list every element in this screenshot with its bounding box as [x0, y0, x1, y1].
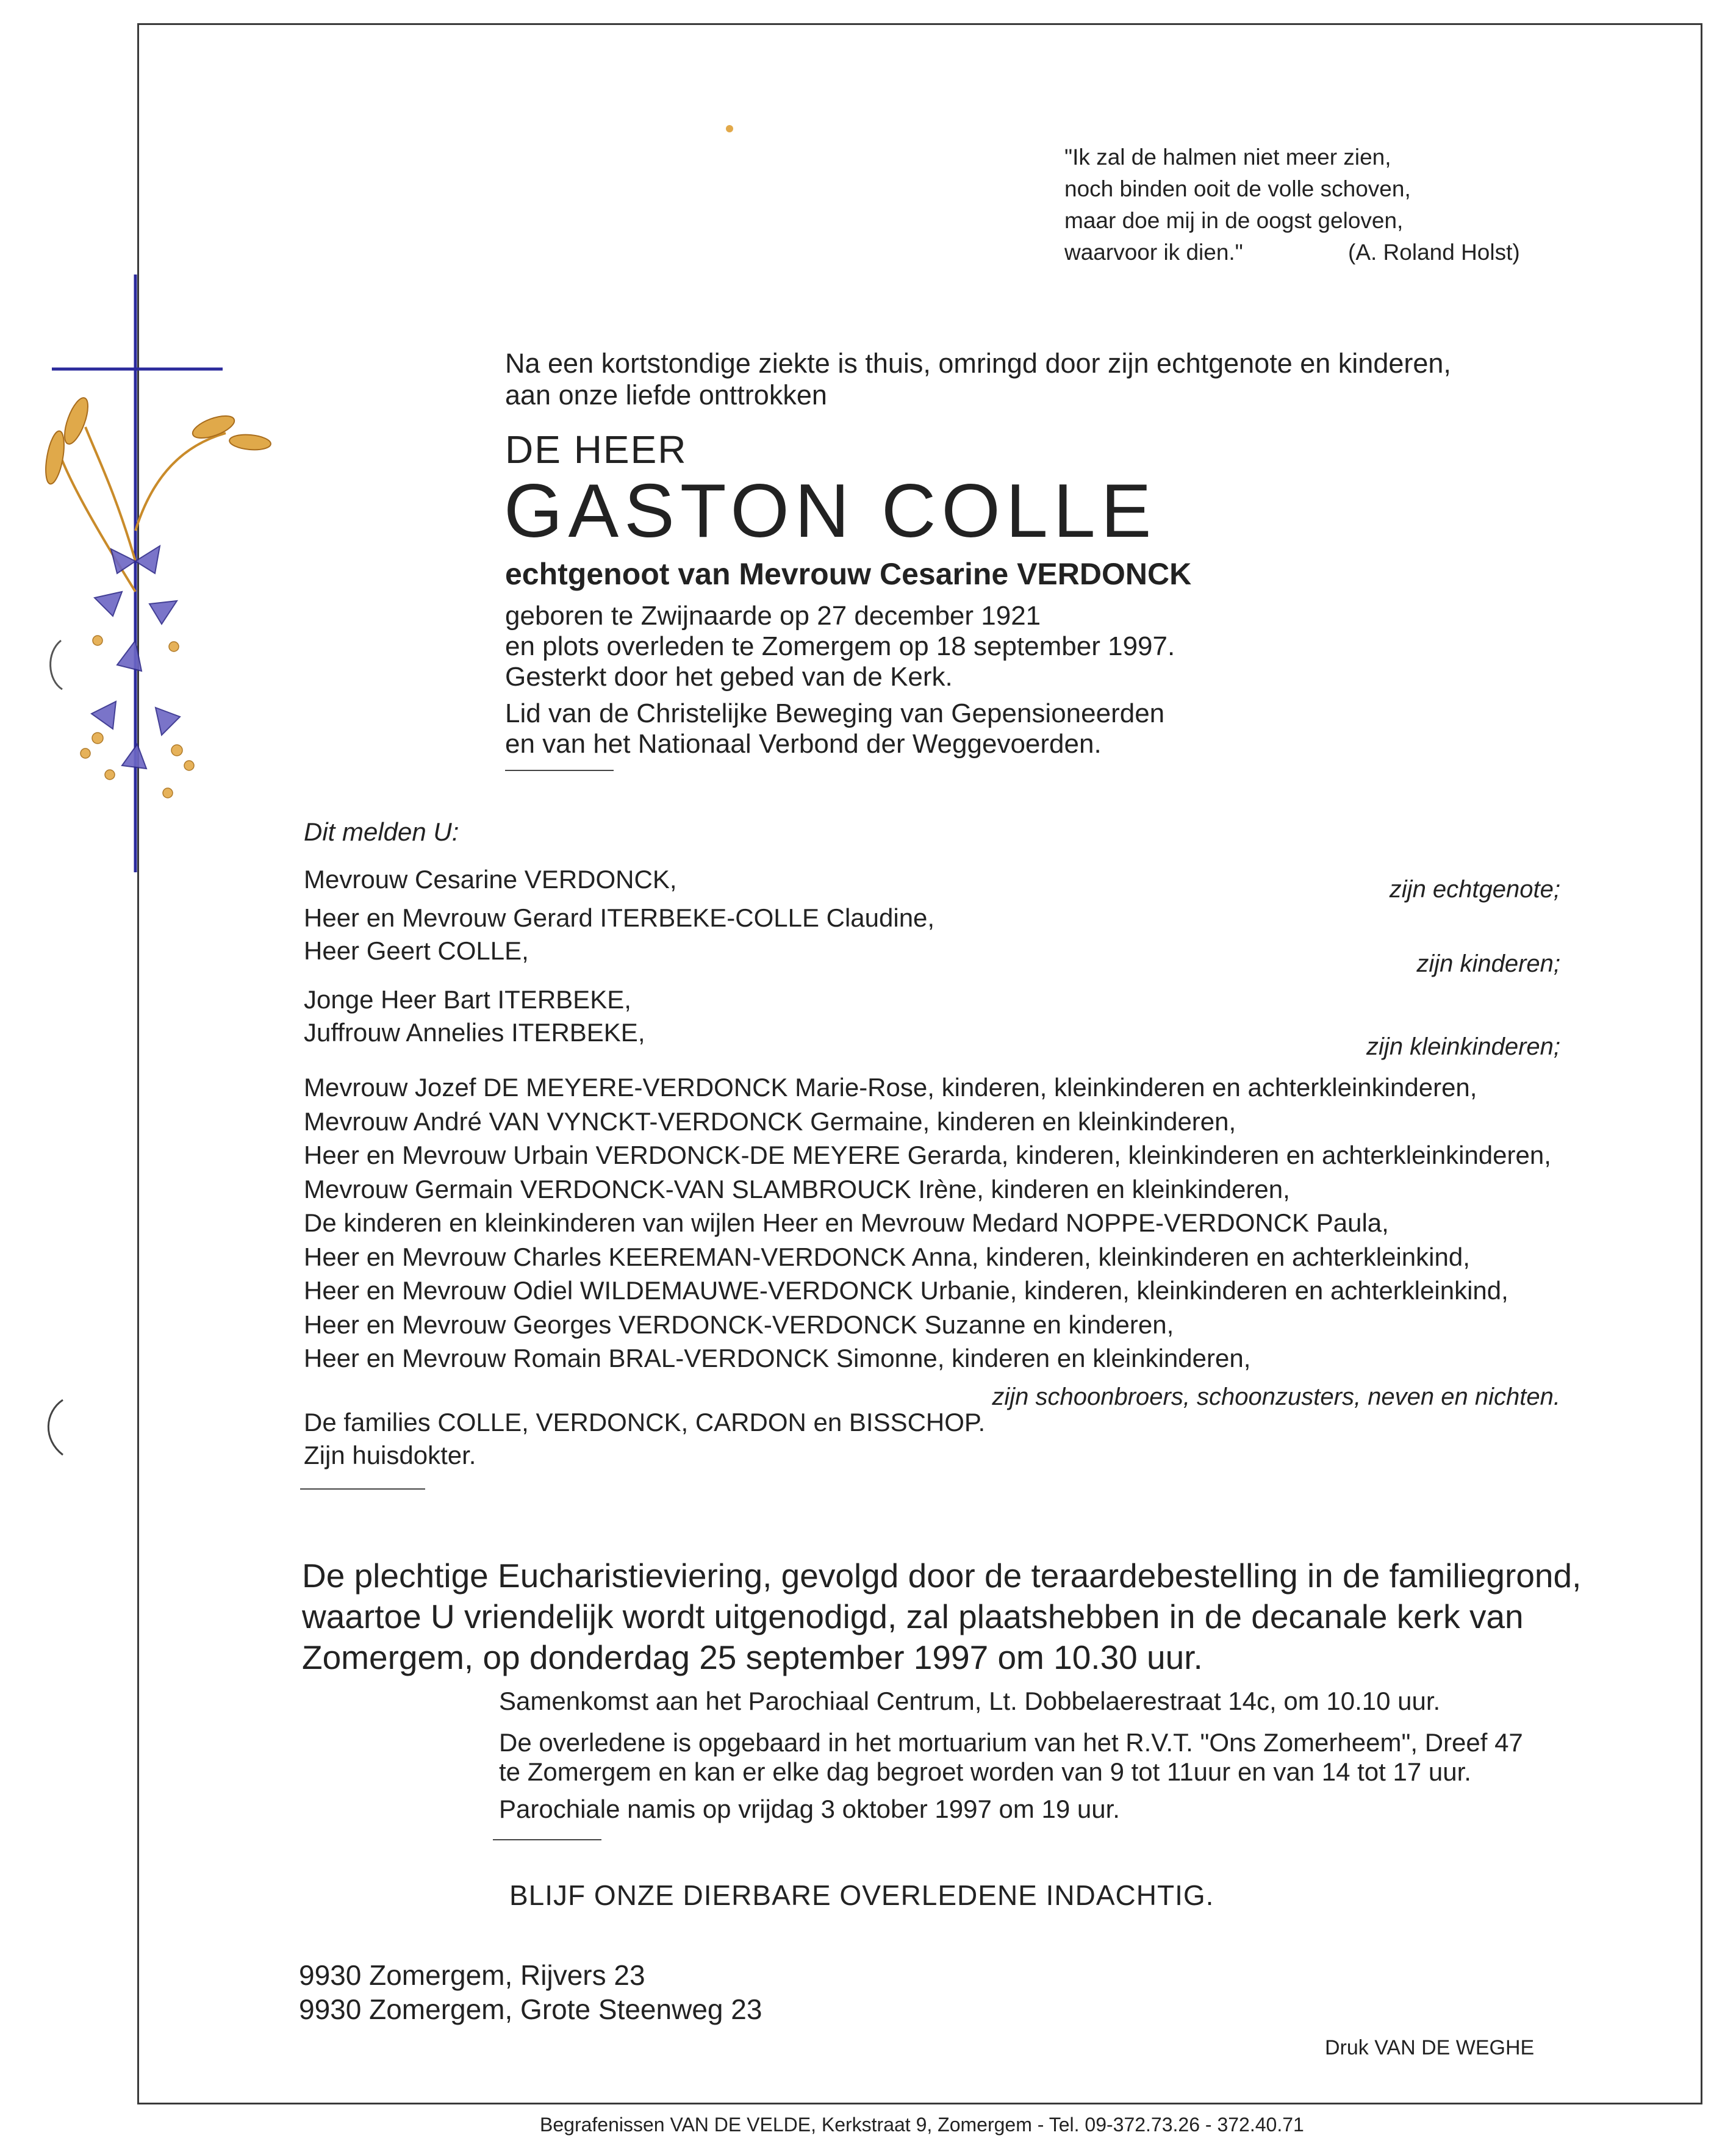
family-name: Mevrouw Germain VERDONCK-VAN SLAMBROUCK Irène, kinderen en kleinkinderen, [304, 1174, 1290, 1204]
wheat-ears-right [190, 412, 271, 451]
gathering-info: Samenkomst aan het Parochiaal Centrum, Lt. Dobbelaerestraat 14c, om 10.10 uur. [499, 1687, 1441, 1715]
family-name: De kinderen en kleinkinderen van wijlen Heer en Mevrouw Medard NOPPE-VERDONCK Paula, [304, 1208, 1389, 1237]
poem-line: noch binden ooit de volle schoven, [1064, 176, 1411, 201]
divider [493, 1839, 601, 1840]
spouse-line: echtgenoot van Mevrouw Cesarine VERDONCK [505, 557, 1192, 591]
family-name: Jonge Heer Bart ITERBEKE, [304, 985, 631, 1014]
biography [505, 601, 1175, 759]
family-name: Heer en Mevrouw Odiel WILDEMAUWE-VERDONCK Urbanie, kinderen, kleinkinderen en achterkleinkind, [304, 1276, 1508, 1305]
intro-line: aan onze liefde onttrokken [505, 379, 827, 411]
family-name: Heer en Mevrouw Urbain VERDONCK-DE MEYERE Gerarda, kinderen, kleinkinderen en achterkleinkinderen, [304, 1141, 1551, 1169]
viewing-line: De overledene is opgebaard in het mortuarium van het R.V.T. "Ons Zomerheem", Dreef 47 [499, 1728, 1523, 1757]
bio-line: en van het Nationaal Verbond der Weggevoerden. [505, 729, 1102, 759]
family-others [304, 1406, 1560, 1472]
bio-line: geboren te Zwijnaarde op 27 december 1921 [505, 601, 1041, 631]
family-name: Heer en Mevrouw Romain BRAL-VERDONCK Simonne, kinderen en kleinkinderen, [304, 1344, 1251, 1372]
viewing-line: te Zomergem en kan er elke dag begroet worden van 9 tot 11uur en van 14 tot 17 uur. [499, 1757, 1471, 1786]
crescent-stroke [51, 640, 62, 689]
poem-line: "Ik zal de halmen niet meer zien, [1064, 145, 1391, 170]
relation-label: zijn kinderen; [1416, 950, 1560, 977]
divider [300, 1488, 425, 1490]
doctor-line: Zijn huisdokter. [304, 1441, 476, 1469]
address-line: 9930 Zomergem, Rijvers 23 [299, 1959, 645, 1991]
undertaker-credit: Begrafenissen VAN DE VELDE, Kerkstraat 9, Zomergem - Tel. 09-372.73.26 - 372.40.71 [540, 2114, 1304, 2136]
bio-line: Lid van de Christelijke Beweging van Gepensioneerden [505, 698, 1165, 728]
families-line: De families COLLE, VERDONCK, CARDON en BISSCHOP. [304, 1408, 986, 1437]
family-name: Mevrouw Jozef DE MEYERE-VERDONCK Marie-Rose, kinderen, kleinkinderen en achterkleinkinderen, [304, 1073, 1477, 1102]
remembrance-line: BLIJF ONZE DIERBARE OVERLEDENE INDACHTIG. [509, 1879, 1214, 1911]
wheat-stalk-right [135, 433, 226, 531]
namis-info: Parochiale namis op vrijdag 3 oktober 1997 om 19 uur. [499, 1795, 1120, 1823]
mass-line: waartoe U vriendelijk wordt uitgenodigd, zal plaatshebben in de decanale kerk van [302, 1598, 1524, 1635]
family-spouse-group [304, 863, 1560, 903]
relation-label: zijn schoonbroers, schoonzusters, neven en nichten. [992, 1383, 1560, 1410]
crescent-mark [35, 1397, 72, 1458]
printer-credit: Druk VAN DE WEGHE [1325, 2036, 1535, 2059]
announcers-intro: Dit melden U: [304, 817, 459, 846]
relation-label: zijn echtgenote; [1389, 876, 1560, 903]
mass-line: De plechtige Eucharistieviering, gevolgd door de teraardebestelling in de familiegrond, [302, 1557, 1582, 1595]
card-border [137, 23, 1702, 2104]
mass-announcement [302, 1555, 1581, 1678]
bio-line: en plots overleden te Zomergem op 18 september 1997. [505, 631, 1175, 661]
intro-text [505, 348, 1451, 411]
bio-line: Gesterkt door het gebed van de Kerk. [505, 662, 953, 692]
divider [505, 770, 614, 771]
family-name: Heer en Mevrouw Georges VERDONCK-VERDONCK Suzanne en kinderen, [304, 1310, 1174, 1339]
poem-line: waarvoor ik dien." [1064, 240, 1243, 265]
family-children-group [304, 902, 1560, 977]
honorific: DE HEER [505, 428, 687, 472]
poem-quote [1064, 142, 1520, 268]
address-line: 9930 Zomergem, Grote Steenweg 23 [299, 1993, 762, 2025]
deceased-name: GASTON COLLE [504, 469, 1157, 553]
poem-line: maar doe mij in de oogst geloven, [1064, 208, 1404, 233]
family-name: Juffrouw Annelies ITERBEKE, [304, 1018, 645, 1047]
family-name: Heer en Mevrouw Gerard ITERBEKE-COLLE Claudine, [304, 903, 935, 932]
ink-speck [726, 125, 733, 132]
family-name: Mevrouw André VAN VYNCKT-VERDONCK Germaine, kinderen en kleinkinderen, [304, 1107, 1236, 1136]
viewing-info [499, 1728, 1523, 1787]
mass-line: Zomergem, op donderdag 25 september 1997 om 10.30 uur. [302, 1638, 1203, 1676]
cross-wheat-flower-illustration [24, 274, 281, 884]
family-grandchildren-group [304, 983, 1560, 1060]
intro-line: Na een kortstondige ziekte is thuis, omringd door zijn echtgenote en kinderen, [505, 348, 1451, 379]
relation-label: zijn kleinkinderen; [1366, 1033, 1560, 1060]
family-name: Heer en Mevrouw Charles KEEREMAN-VERDONCK Anna, kinderen, kleinkinderen en achterkleinkind, [304, 1242, 1470, 1271]
family-name: Heer Geert COLLE, [304, 936, 529, 965]
family-inlaws-group [304, 1071, 1560, 1410]
addresses [299, 1958, 762, 2026]
poem-author: (A. Roland Holst) [1348, 240, 1520, 265]
family-name: Mevrouw Cesarine VERDONCK, [304, 865, 677, 894]
